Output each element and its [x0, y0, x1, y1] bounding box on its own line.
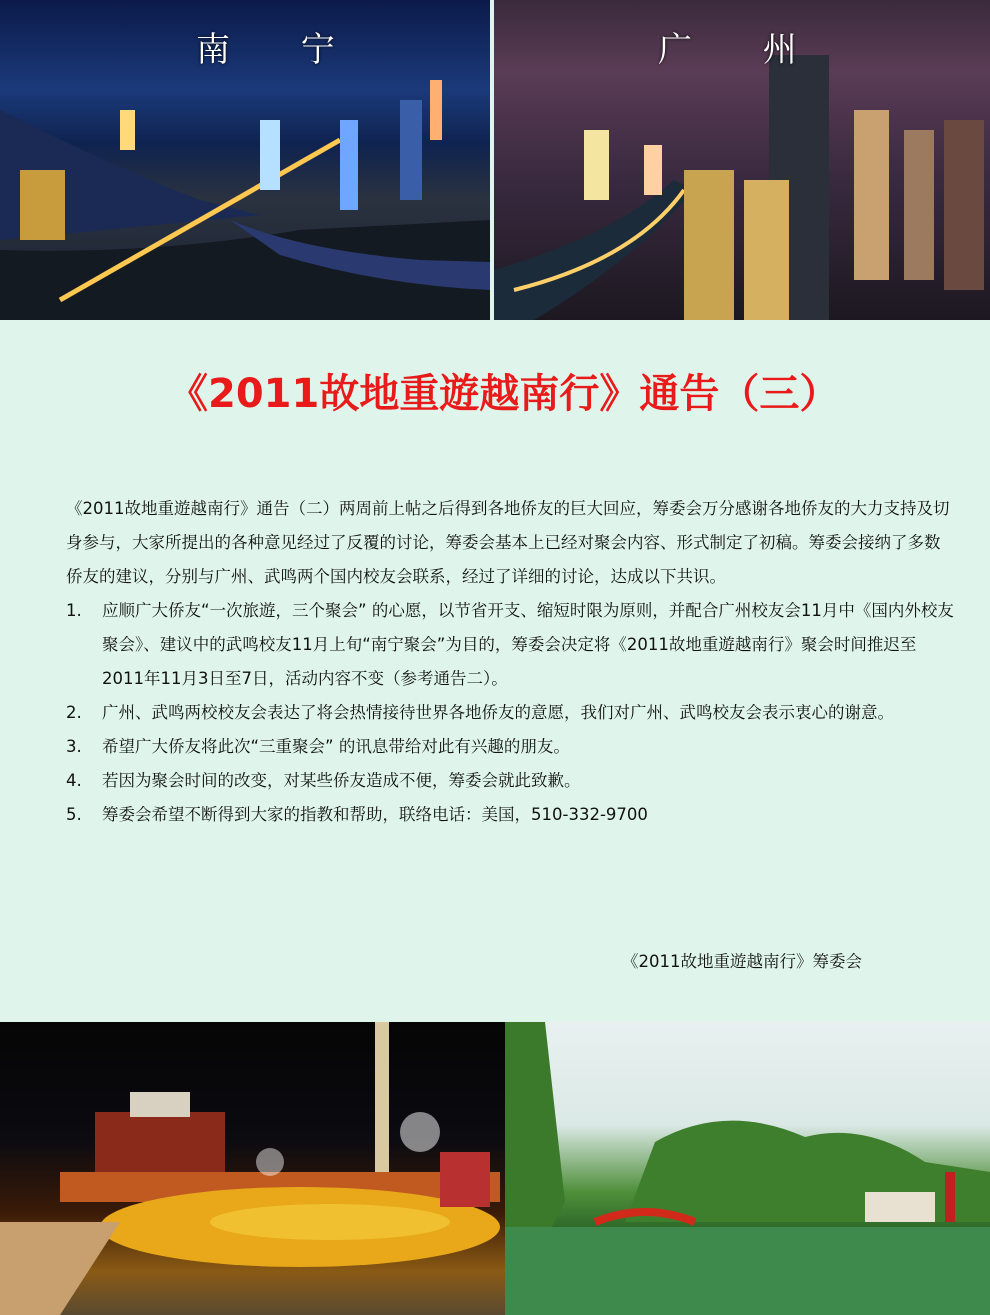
list-item-text: 希望广大侨友将此次“三重聚会” 的讯息带给对此有兴趣的朋友。	[102, 737, 570, 756]
list-item-text: 广州、武鸣两校校友会表达了将会热情接待世界各地侨友的意愿，我们对广州、武鸣校友会表示衷心的谢意。	[102, 703, 894, 722]
lake-bridge-graphic	[505, 1022, 990, 1315]
night-square-graphic	[0, 1022, 505, 1315]
list-item-number: 1.	[66, 601, 82, 620]
list-item-number: 4.	[66, 771, 82, 790]
guangzhou-label: 广 州	[658, 30, 827, 70]
list-item	[66, 594, 956, 696]
night-square-photo	[0, 1022, 505, 1315]
lake-bridge-photo	[505, 1022, 990, 1315]
list-item	[66, 764, 956, 798]
notice-title: 《2011故地重遊越南行》通告（三）	[168, 371, 840, 417]
list-item	[66, 696, 956, 730]
committee-signature: 《2011故地重遊越南行》筹委会	[622, 952, 862, 971]
list-item-text: 筹委会希望不断得到大家的指教和帮助，联络电话：美国，510-332-9700	[102, 805, 648, 824]
list-item-number: 3.	[66, 737, 82, 756]
list-item	[66, 730, 956, 764]
list-item-number: 5.	[66, 805, 82, 824]
list-item	[66, 798, 956, 832]
notice-body	[66, 492, 956, 832]
list-item-text: 若因为聚会时间的改变，对某些侨友造成不便，筹委会就此致歉。	[102, 771, 581, 790]
intro-paragraph: 《2011故地重遊越南行》通告（二）两周前上帖之后得到各地侨友的巨大回应，筹委会万分感谢各地侨友的大力支持及切身参与，大家所提出的各种意见经过了反覆的讨论，筹委会基本上已经对聚会内容、形式制定了初稿。筹委会接纳了多数侨友的建议，分别与广州、武鸣两个国内校友会联系，经过了详细的讨论，达成以下共识。	[66, 499, 950, 586]
list-item-text: 应顺广大侨友“一次旅遊，三个聚会” 的心愿，以节省开支、缩短时限为原则，并配合广州校友会11月中《国内外校友聚会》、建议中的武鸣校友11月上旬“南宁聚会”为目的，筹委会决定将《2011故地重遊越南行》聚会时间推迟至2011年11月3日至7日，活动内容不变（参考通告二）。	[102, 601, 954, 688]
list-item-number: 2.	[66, 703, 82, 722]
nanning-label: 南 宁	[196, 30, 365, 70]
